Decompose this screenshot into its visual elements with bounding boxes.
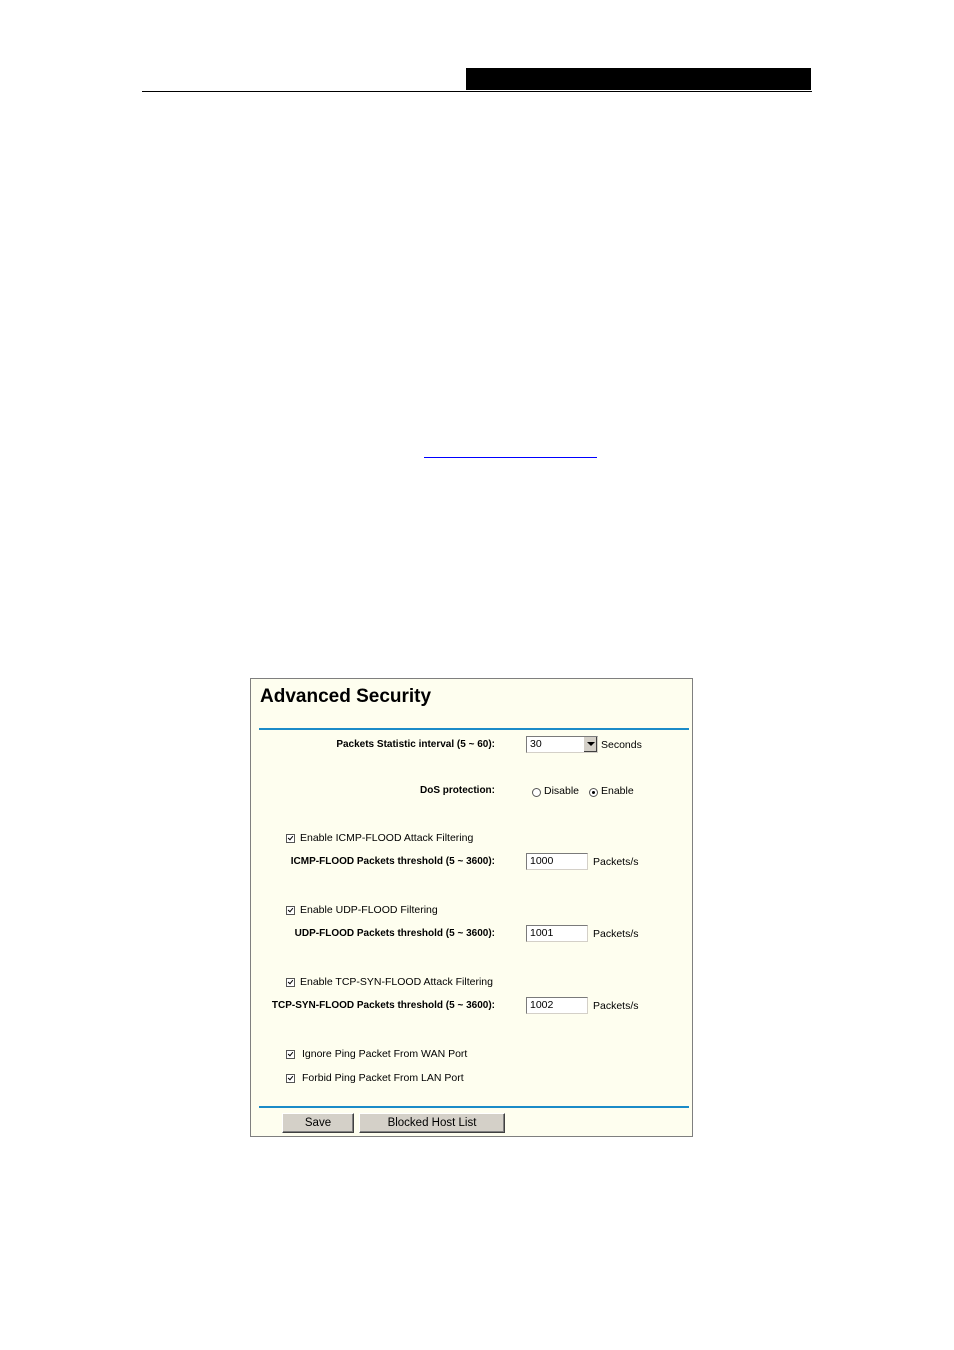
title-divider	[259, 728, 689, 730]
header-rule	[142, 91, 812, 92]
chevron-down-icon[interactable]	[583, 737, 597, 752]
packets-interval-unit: Seconds	[601, 739, 642, 751]
tcp-syn-filter-label: Enable TCP-SYN-FLOOD Attack Filtering	[300, 976, 493, 988]
ignore-wan-ping-label: Ignore Ping Packet From WAN Port	[302, 1048, 468, 1060]
hyperlink-underline[interactable]	[424, 457, 597, 458]
blocked-host-list-button[interactable]: Blocked Host List	[359, 1113, 505, 1133]
ignore-wan-ping-checkbox[interactable]	[286, 1050, 295, 1059]
advanced-security-panel	[250, 678, 693, 1137]
icmp-threshold-input[interactable]: 1000	[526, 853, 588, 870]
icmp-threshold-label: ICMP-FLOOD Packets threshold (5 ~ 3600):	[290, 856, 495, 867]
dos-enable-label: Enable	[601, 785, 634, 797]
page-title: Advanced Security	[260, 686, 432, 707]
save-button[interactable]: Save	[282, 1113, 354, 1133]
tcp-syn-threshold-unit: Packets/s	[593, 1000, 639, 1012]
dos-enable-radio[interactable]	[589, 788, 598, 797]
udp-filter-checkbox[interactable]	[286, 906, 295, 915]
dos-disable-radio[interactable]	[532, 788, 541, 797]
forbid-lan-ping-checkbox[interactable]	[286, 1074, 295, 1083]
dos-disable-label: Disable	[544, 785, 580, 797]
tcp-syn-threshold-label: TCP-SYN-FLOOD Packets threshold (5 ~ 3600):	[271, 1000, 495, 1011]
packets-interval-value: 30	[530, 738, 542, 750]
header-bar	[466, 68, 811, 90]
udp-filter-label: Enable UDP-FLOOD Filtering	[300, 904, 438, 916]
udp-threshold-unit: Packets/s	[593, 928, 639, 940]
forbid-lan-ping-label: Forbid Ping Packet From LAN Port	[302, 1072, 464, 1084]
packets-interval-label: Packets Statistic interval (5 ~ 60):	[336, 739, 495, 750]
udp-threshold-label: UDP-FLOOD Packets threshold (5 ~ 3600):	[294, 928, 495, 939]
icmp-filter-label: Enable ICMP-FLOOD Attack Filtering	[300, 832, 474, 844]
dos-protection-label: DoS protection:	[420, 785, 495, 796]
packets-interval-select[interactable]	[526, 736, 598, 753]
udp-threshold-input[interactable]: 1001	[526, 925, 588, 942]
icmp-threshold-unit: Packets/s	[593, 856, 639, 868]
footer-divider	[259, 1106, 689, 1108]
tcp-syn-threshold-input[interactable]: 1002	[526, 997, 588, 1014]
icmp-filter-checkbox[interactable]	[286, 834, 295, 843]
tcp-syn-filter-checkbox[interactable]	[286, 978, 295, 987]
